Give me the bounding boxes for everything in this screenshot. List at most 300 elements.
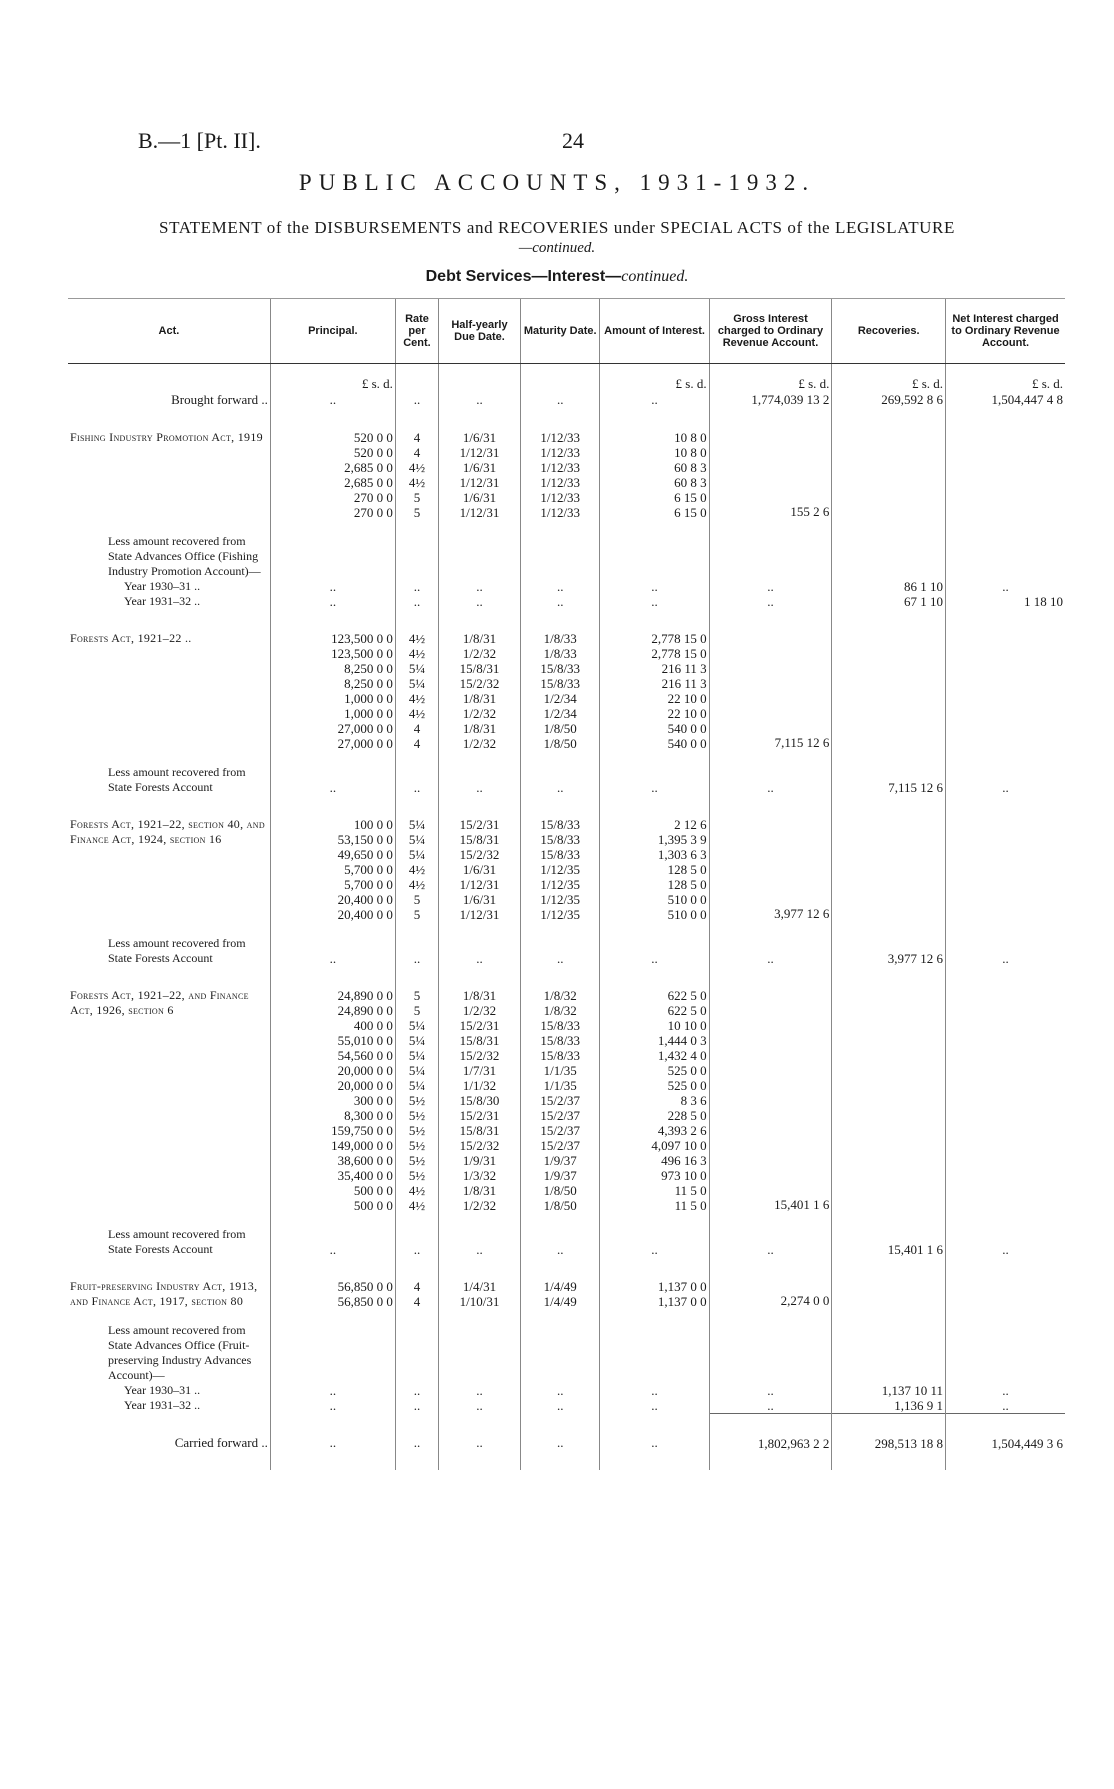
- currency-label: £ s. d.: [270, 364, 395, 393]
- rate-value: 4½: [408, 862, 426, 877]
- dots-cell: [270, 751, 395, 795]
- maturity-date: 15/8/33: [540, 847, 581, 862]
- maturity-date: 1/12/33: [540, 490, 581, 505]
- less-recovered-row: [68, 520, 1065, 609]
- rate-value: 5½: [408, 1153, 426, 1168]
- due-date: 1/8/31: [462, 1183, 497, 1198]
- due-date: 1/8/31: [462, 988, 497, 1003]
- interest-values: [600, 408, 709, 520]
- carried-forward-net: 1,504,449 3 6: [946, 1413, 1065, 1452]
- act-title: Forests Act, 1921–22, and Finance Act, 1926, section 6: [70, 988, 249, 1017]
- principal-value: 1,000 0 0: [344, 691, 393, 706]
- due-date: 1/6/31: [462, 892, 497, 907]
- dots-cell: [709, 922, 832, 966]
- principal-value: 24,890 0 0: [337, 988, 393, 1003]
- less-recovered-label: Less amount recovered from State Forests Account: [108, 936, 246, 965]
- maturity-dates: [520, 795, 600, 922]
- maturity-date: 15/2/37: [540, 1138, 581, 1153]
- rate-value: 5¼: [408, 832, 426, 847]
- gross-interest: 2,274 0 0: [709, 1257, 832, 1309]
- col-net: Net Interest charged to Ordinary Revenue Account.: [946, 299, 1065, 364]
- rate-value: 4½: [408, 877, 426, 892]
- interest-values: [600, 609, 709, 751]
- less-recovered-label: Less amount recovered from State Advances Office (Fruit-preserving Industry Advances Account)—: [108, 1323, 252, 1382]
- dots-cell: [600, 1309, 709, 1413]
- principal-value: 8,300 0 0: [344, 1108, 393, 1123]
- dots: ..: [329, 1383, 337, 1398]
- due-date: 1/9/31: [462, 1153, 497, 1168]
- rate-values: [395, 1257, 438, 1309]
- maturity-dates: [520, 609, 600, 751]
- less-recovered-cell: [68, 520, 270, 609]
- maturity-date: 1/8/50: [543, 721, 577, 736]
- maturity-date: 1/4/49: [543, 1279, 577, 1294]
- dots: ..: [439, 392, 521, 408]
- spacer: [832, 1452, 946, 1470]
- net-values: [946, 1213, 1065, 1257]
- due-dates: [439, 1257, 521, 1309]
- dots: ..: [329, 780, 337, 795]
- principal-values: [270, 966, 395, 1213]
- principal-value: 300 0 0: [353, 1093, 393, 1108]
- maturity-date: 1/12/35: [540, 877, 581, 892]
- interest-value: 510 0 0: [667, 907, 707, 922]
- dots: ..: [413, 1242, 421, 1257]
- due-dates: [439, 408, 521, 520]
- maturity-dates: [520, 966, 600, 1213]
- interest-value: 6 15 0: [674, 490, 707, 505]
- interest-values: [600, 1257, 709, 1309]
- dots-cell: [439, 1213, 521, 1257]
- due-date: 1/6/31: [462, 490, 497, 505]
- maturity-date: 1/8/33: [543, 631, 577, 646]
- recovery-value: 1,136 9 1: [894, 1397, 944, 1413]
- interest-value: 973 10 0: [661, 1168, 707, 1183]
- dots-cell: [520, 922, 600, 966]
- dots: ..: [476, 594, 483, 609]
- principal-value: 27,000 0 0: [337, 736, 393, 751]
- interest-value: 6 15 0: [674, 505, 707, 520]
- interest-value: 496 16 3: [661, 1153, 707, 1168]
- interest-value: 4,393 2 6: [657, 1123, 707, 1138]
- act-name: [68, 795, 270, 922]
- due-date: 1/12/31: [459, 505, 500, 520]
- act-name: [68, 408, 270, 520]
- interest-value: 540 0 0: [667, 736, 707, 751]
- dots: ..: [1002, 1397, 1009, 1413]
- gross-interest: 7,115 12 6: [709, 609, 832, 751]
- dots: ..: [413, 1383, 421, 1398]
- interest-values: [600, 966, 709, 1213]
- spacer: [946, 1452, 1065, 1470]
- recoveries-empty: [832, 795, 946, 922]
- recoveries-values: [832, 922, 946, 966]
- interest-value: 216 11 3: [661, 676, 707, 691]
- recovery-value: 7,115 12 6: [888, 780, 944, 795]
- dots: ..: [651, 594, 658, 609]
- principal-value: 55,010 0 0: [337, 1033, 393, 1048]
- dots: ..: [651, 1242, 658, 1257]
- interest-value: 8 3 6: [680, 1093, 707, 1108]
- due-date: 1/6/31: [462, 430, 497, 445]
- rate-value: 5¼: [408, 1078, 426, 1093]
- maturity-date: 15/8/33: [540, 832, 581, 847]
- year-label: Year 1930–31 ..: [124, 1383, 201, 1397]
- maturity-date: 1/8/50: [543, 1198, 577, 1213]
- principal-value: 8,250 0 0: [344, 661, 393, 676]
- due-date: 15/8/31: [459, 1123, 500, 1138]
- due-date: 15/2/31: [459, 817, 500, 832]
- principal-values: [270, 1257, 395, 1309]
- rate-value: 5: [413, 907, 421, 922]
- due-date: 15/2/32: [459, 847, 500, 862]
- interest-value: 1,432 4 0: [657, 1048, 707, 1063]
- principal-value: 8,250 0 0: [344, 676, 393, 691]
- dots: ..: [556, 594, 564, 609]
- col-recoveries: Recoveries.: [832, 299, 946, 364]
- carried-forward-row: [68, 1413, 1065, 1452]
- interest-value: 525 0 0: [667, 1078, 707, 1093]
- brought-forward-net: 1,504,447 4 8: [946, 392, 1065, 408]
- maturity-date: 1/12/35: [540, 892, 581, 907]
- interest-value: 525 0 0: [667, 1063, 707, 1078]
- dots: ..: [1002, 1242, 1009, 1257]
- due-dates: [439, 609, 521, 751]
- rate-value: 4: [413, 721, 421, 736]
- year-label: Year 1930–31 ..: [124, 579, 201, 593]
- principal-value: 54,560 0 0: [337, 1048, 393, 1063]
- maturity-date: 15/8/33: [540, 1048, 581, 1063]
- interest-value: 10 8 0: [674, 430, 707, 445]
- interest-table: [68, 298, 1065, 1470]
- principal-value: 2,685 0 0: [344, 460, 393, 475]
- due-date: 1/2/32: [462, 1003, 497, 1018]
- page-number: 24: [562, 128, 584, 153]
- dots: ..: [413, 780, 421, 795]
- spacer: [68, 1452, 270, 1470]
- col-maturity: Maturity Date.: [520, 299, 600, 364]
- due-dates: [439, 795, 521, 922]
- due-date: 1/6/31: [462, 862, 497, 877]
- rate-value: 4: [413, 736, 421, 751]
- principal-value: 56,850 0 0: [337, 1294, 393, 1309]
- due-date: 1/8/31: [462, 631, 497, 646]
- act-name: [68, 966, 270, 1213]
- dots: ..: [329, 951, 337, 966]
- dots: ..: [413, 951, 421, 966]
- maturity-date: 1/4/49: [543, 1294, 577, 1309]
- dots-cell: [395, 520, 438, 609]
- interest-value: 540 0 0: [667, 721, 707, 736]
- maturity-date: 1/12/35: [540, 907, 581, 922]
- less-recovered-label: Less amount recovered from State Advances Office (Fishing Industry Promotion Account)—: [108, 534, 261, 578]
- principal-value: 520 0 0: [353, 445, 393, 460]
- net-values: [946, 520, 1065, 609]
- dots: ..: [329, 594, 337, 609]
- rate-value: 5¼: [408, 1033, 426, 1048]
- dots: ..: [476, 1398, 483, 1413]
- maturity-date: 15/2/37: [540, 1093, 581, 1108]
- due-date: 15/2/31: [459, 1018, 500, 1033]
- spacer: [270, 1452, 395, 1470]
- currency-label: £ s. d.: [600, 364, 709, 393]
- rate-value: 4½: [408, 691, 426, 706]
- principal-value: 20,000 0 0: [337, 1063, 393, 1078]
- dots: ..: [651, 951, 658, 966]
- dots: ..: [651, 780, 658, 795]
- dots-cell: [520, 1309, 600, 1413]
- dots: ..: [767, 1397, 774, 1413]
- rate-value: 5¼: [408, 661, 426, 676]
- principal-value: 20,400 0 0: [337, 892, 393, 907]
- principal-value: 159,750 0 0: [331, 1123, 393, 1138]
- maturity-date: 1/2/34: [543, 706, 577, 721]
- principal-value: 49,650 0 0: [337, 847, 393, 862]
- less-recovered-cell: [68, 1309, 270, 1413]
- rate-value: 5¼: [408, 1063, 426, 1078]
- year-label: Year 1931–32 ..: [124, 1398, 201, 1412]
- maturity-date: 1/8/50: [543, 736, 577, 751]
- rate-value: 4½: [408, 475, 426, 490]
- due-date: 1/4/31: [462, 1279, 497, 1294]
- interest-value: 2 12 6: [674, 817, 707, 832]
- interest-value: 60 8 3: [674, 460, 707, 475]
- principal-value: 53,150 0 0: [337, 832, 393, 847]
- due-date: 15/2/31: [459, 1108, 500, 1123]
- act-title: Fruit-preserving Industry Act, 1913, and Finance Act, 1917, section 80: [70, 1279, 258, 1308]
- less-recovered-cell: [68, 1213, 270, 1257]
- dots-cell: [395, 1309, 438, 1413]
- due-date: 1/1/32: [462, 1078, 497, 1093]
- due-date: 1/7/31: [462, 1063, 497, 1078]
- dots-cell: [395, 922, 438, 966]
- rate-value: 5: [413, 1003, 421, 1018]
- section-suffix: continued.: [621, 268, 689, 285]
- page-title: PUBLIC ACCOUNTS, 1931-1932.: [298, 170, 816, 195]
- maturity-date: 1/9/37: [543, 1168, 577, 1183]
- dots: ..: [556, 1398, 564, 1413]
- dots-cell: [600, 922, 709, 966]
- rate-value: 4½: [408, 1198, 426, 1213]
- rate-value: 4½: [408, 631, 426, 646]
- net-value: 1 18 10: [1024, 594, 1063, 609]
- interest-value: 2,778 15 0: [651, 646, 707, 661]
- principal-value: 24,890 0 0: [337, 1003, 393, 1018]
- spacer: [395, 1452, 438, 1470]
- principal-value: 2,685 0 0: [344, 475, 393, 490]
- act-title: Fishing Industry Promotion Act, 1919: [70, 430, 263, 444]
- dots-cell: [439, 751, 521, 795]
- dots-cell: [439, 520, 521, 609]
- principal-value: 20,000 0 0: [337, 1078, 393, 1093]
- dots: ..: [476, 579, 483, 594]
- interest-value: 1,303 6 3: [657, 847, 707, 862]
- dots: ..: [556, 1383, 564, 1398]
- interest-value: 1,444 0 3: [657, 1033, 707, 1048]
- dots: ..: [413, 1398, 421, 1413]
- header-row: [68, 299, 1065, 364]
- maturity-date: 15/8/33: [540, 676, 581, 691]
- dots: ..: [600, 1413, 709, 1452]
- spacer: [600, 1452, 709, 1470]
- due-dates: [439, 966, 521, 1213]
- maturity-date: 1/1/35: [543, 1063, 577, 1078]
- recovery-value: 1,137 10 11: [881, 1382, 944, 1398]
- spacer: [709, 1452, 832, 1470]
- col-due-date: Half-yearly Due Date.: [439, 299, 521, 364]
- rate-values: [395, 408, 438, 520]
- net-empty: [946, 408, 1065, 520]
- interest-value: 2,778 15 0: [651, 631, 707, 646]
- principal-value: 5,700 0 0: [344, 877, 393, 892]
- due-date: 1/6/31: [462, 460, 497, 475]
- interest-value: 60 8 3: [674, 475, 707, 490]
- dots: ..: [556, 579, 564, 594]
- dots: ..: [651, 579, 658, 594]
- interest-value: 216 11 3: [661, 661, 707, 676]
- principal-value: 56,850 0 0: [337, 1279, 393, 1294]
- principal-value: 500 0 0: [353, 1183, 393, 1198]
- carried-forward-label: Carried forward ..: [174, 1435, 268, 1450]
- dots: ..: [270, 392, 395, 408]
- currency-row: [68, 364, 1065, 393]
- maturity-date: 15/8/33: [540, 817, 581, 832]
- dots: ..: [476, 1242, 483, 1257]
- rate-value: 5¼: [408, 1018, 426, 1033]
- carried-forward-gross: 1,802,963 2 2: [709, 1413, 832, 1452]
- dots-cell: [270, 1309, 395, 1413]
- net-values: [946, 751, 1065, 795]
- rate-value: 4½: [408, 646, 426, 661]
- rate-values: [395, 966, 438, 1213]
- col-rate: Rate per Cent.: [395, 299, 438, 364]
- dots-cell: [395, 1213, 438, 1257]
- principal-value: 123,500 0 0: [331, 646, 393, 661]
- dots: ..: [651, 1383, 658, 1398]
- principal-value: 1,000 0 0: [344, 706, 393, 721]
- due-date: 1/8/31: [462, 721, 497, 736]
- maturity-dates: [520, 1257, 600, 1309]
- rate-value: 4½: [408, 460, 426, 475]
- net-values: [946, 922, 1065, 966]
- dots: ..: [329, 1242, 337, 1257]
- rate-value: 5½: [408, 1108, 426, 1123]
- carried-forward-recoveries: 298,513 18 8: [832, 1413, 946, 1452]
- due-date: 1/12/31: [459, 475, 500, 490]
- due-date: 15/2/32: [459, 1138, 500, 1153]
- dots: ..: [600, 392, 709, 408]
- maturity-date: 1/8/50: [543, 1183, 577, 1198]
- rate-value: 5½: [408, 1168, 426, 1183]
- principal-value: 400 0 0: [353, 1018, 393, 1033]
- dots-cell: [600, 520, 709, 609]
- recovery-value: 86 1 10: [904, 579, 944, 594]
- net-empty: [946, 966, 1065, 1213]
- interest-value: 1,137 0 0: [657, 1294, 707, 1309]
- dots-cell: [709, 1213, 832, 1257]
- statement-heading: STATEMENT of the DISBURSEMENTS and RECOVERIES under SPECIAL ACTS of the LEGISLATURE: [159, 218, 955, 237]
- table-end: [68, 1452, 1065, 1470]
- dots: ..: [476, 1383, 483, 1398]
- interest-value: 10 10 0: [667, 1018, 707, 1033]
- dots-cell: [395, 751, 438, 795]
- due-date: 15/8/31: [459, 1033, 500, 1048]
- maturity-date: 15/8/33: [540, 1033, 581, 1048]
- principal-value: 520 0 0: [353, 430, 393, 445]
- act-block: [68, 609, 1065, 751]
- maturity-date: 15/8/33: [540, 661, 581, 676]
- maturity-date: 1/8/32: [543, 1003, 577, 1018]
- recoveries-values: [832, 1309, 946, 1413]
- act-title: Forests Act, 1921–22, section 40, and Finance Act, 1924, section 16: [70, 817, 265, 846]
- due-date: 15/8/31: [459, 832, 500, 847]
- maturity-date: 1/12/33: [540, 475, 581, 490]
- maturity-dates: [520, 408, 600, 520]
- gross-interest: 3,977 12 6: [709, 795, 832, 922]
- principal-value: 20,400 0 0: [337, 907, 393, 922]
- dots-cell: [600, 1213, 709, 1257]
- rate-value: 4½: [408, 1183, 426, 1198]
- maturity-date: 1/12/33: [540, 445, 581, 460]
- dots: ..: [270, 1413, 395, 1452]
- rate-value: 5: [413, 892, 421, 907]
- year-label: Year 1931–32 ..: [124, 594, 201, 608]
- net-empty: [946, 609, 1065, 751]
- principal-value: 500 0 0: [353, 1198, 393, 1213]
- dots: ..: [395, 392, 438, 408]
- act-name: [68, 609, 270, 751]
- dots: ..: [1002, 1382, 1009, 1398]
- less-recovered-cell: [68, 751, 270, 795]
- gross-interest: 155 2 6: [709, 408, 832, 520]
- act-title: Forests Act, 1921–22 ..: [70, 631, 192, 645]
- dots-cell: [439, 1309, 521, 1413]
- dots: ..: [651, 1398, 658, 1413]
- interest-value: 11 5 0: [674, 1198, 707, 1213]
- due-date: 1/12/31: [459, 445, 500, 460]
- rate-value: 4: [413, 1279, 421, 1294]
- dots-cell: [270, 1213, 395, 1257]
- maturity-date: 1/2/34: [543, 691, 577, 706]
- interest-value: 622 5 0: [667, 1003, 707, 1018]
- interest-value: 510 0 0: [667, 892, 707, 907]
- interest-value: 22 10 0: [667, 691, 707, 706]
- brought-forward-row: [68, 392, 1065, 408]
- due-date: 1/3/32: [462, 1168, 497, 1183]
- interest-value: 128 5 0: [667, 877, 707, 892]
- due-date: 1/12/31: [459, 877, 500, 892]
- principal-value: 5,700 0 0: [344, 862, 393, 877]
- less-recovered-row: [68, 922, 1065, 966]
- dots-cell: [439, 922, 521, 966]
- due-date: 15/2/32: [459, 1048, 500, 1063]
- dots: ..: [556, 1242, 564, 1257]
- interest-value: 22 10 0: [667, 706, 707, 721]
- interest-value: 128 5 0: [667, 862, 707, 877]
- act-block: [68, 408, 1065, 520]
- rate-value: 5¼: [408, 847, 426, 862]
- act-block: [68, 966, 1065, 1213]
- interest-value: 11 5 0: [674, 1183, 707, 1198]
- principal-values: [270, 408, 395, 520]
- due-date: 1/2/32: [462, 706, 497, 721]
- principal-value: 100 0 0: [353, 817, 393, 832]
- brought-forward-recoveries: 269,592 8 6: [832, 392, 946, 408]
- recovery-value: 3,977 12 6: [887, 951, 944, 966]
- maturity-date: 15/2/37: [540, 1123, 581, 1138]
- rate-value: 5: [413, 490, 421, 505]
- recoveries-empty: [832, 408, 946, 520]
